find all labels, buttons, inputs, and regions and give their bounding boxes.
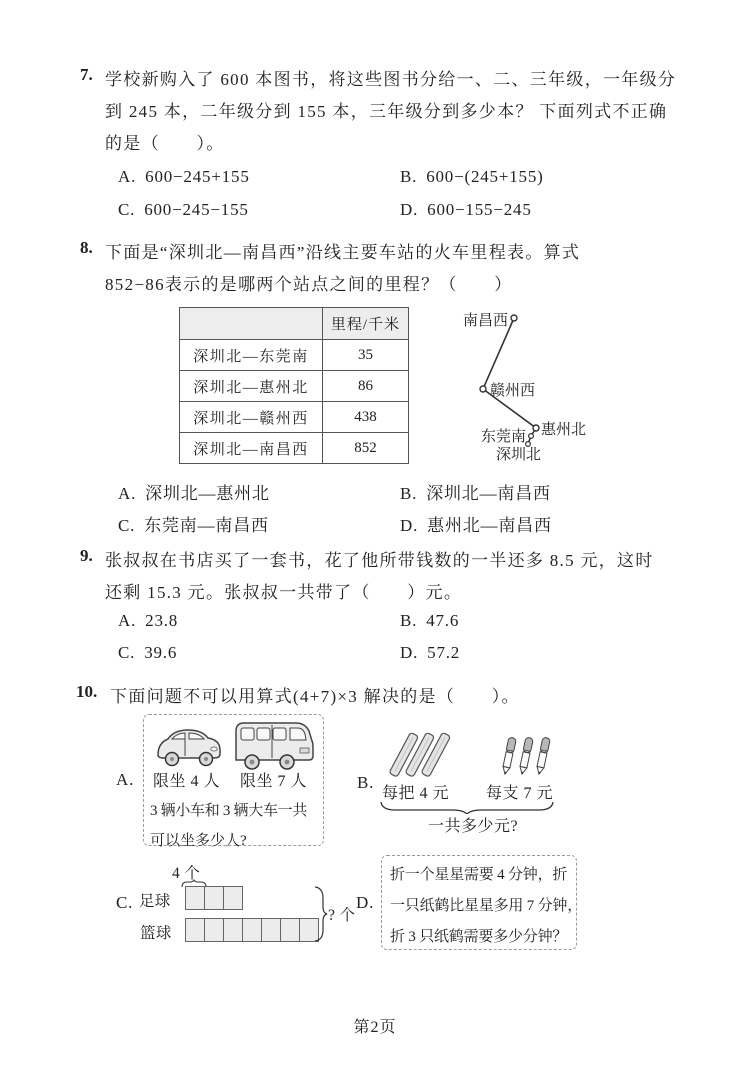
q10-option-c-label: C. xyxy=(116,893,134,912)
right-brace xyxy=(313,885,328,943)
mileage-row-2 xyxy=(180,371,409,402)
station-dot-dongguannan xyxy=(529,434,534,439)
car-capacity-caption: 限坐 4 人 xyxy=(153,773,221,790)
km-cell: 35 xyxy=(323,340,409,371)
q8-option-a-label: A. xyxy=(118,484,137,503)
mileage-header-empty xyxy=(180,308,323,340)
q8-option-a xyxy=(118,479,270,504)
q9-option-c-label: C. xyxy=(118,643,136,662)
q7-line-3: 的是（ ）。 xyxy=(105,134,225,153)
basketball-label: 篮球 xyxy=(140,925,172,942)
route-cell: 深圳北—南昌西 xyxy=(180,433,323,464)
mileage-table xyxy=(179,307,409,464)
q9-number: 9. xyxy=(80,546,93,565)
q7-option-c xyxy=(118,200,249,220)
ruler-icons xyxy=(383,727,461,779)
q8-option-b xyxy=(400,479,551,504)
bar-box xyxy=(261,918,281,942)
q7-option-b-label: B. xyxy=(400,167,418,186)
q7-line-2: 到 245 本，二年级分到 155 本，三年级分到多少本？ 下面列式不正确 xyxy=(105,102,668,121)
q8-option-c-label: C. xyxy=(118,516,136,535)
q7-option-a xyxy=(118,167,250,187)
q8-option-c-text: 东莞南—南昌西 xyxy=(144,516,269,535)
q9-option-a xyxy=(118,611,178,631)
q7-option-a-text: 600−245+155 xyxy=(145,167,250,186)
route-cell: 深圳北—赣州西 xyxy=(180,402,323,433)
football-bar xyxy=(185,886,243,910)
mileage-row-4 xyxy=(180,433,409,464)
q8-option-c xyxy=(118,511,269,536)
q8-line-1: 下面是“深圳北—南昌西”沿线主要车站的火车里程表。算式 xyxy=(105,243,581,262)
q7-option-a-label: A. xyxy=(118,167,137,186)
van-capacity-caption: 限坐 7 人 xyxy=(240,773,308,790)
station-dot-huizhoubei xyxy=(533,425,539,431)
q10-option-d-line-1: 折一个星星需要 4 分钟，折 xyxy=(390,867,568,883)
bar-box xyxy=(280,918,300,942)
q9-option-c xyxy=(118,643,177,663)
page-footer: 第2页 xyxy=(353,1019,397,1036)
q7-option-c-text: 600−245−155 xyxy=(144,200,249,219)
station-label-dongguannan: 东莞南 xyxy=(480,429,526,445)
q10-option-d-box xyxy=(381,855,583,950)
q7-option-d-label: D. xyxy=(400,200,419,219)
q8-option-b-text: 深圳北—南昌西 xyxy=(426,484,551,503)
station-label-huizhoubei: 惠州北 xyxy=(541,422,587,438)
q9-option-d-text: 57.2 xyxy=(427,643,461,662)
q7-option-b xyxy=(400,167,544,187)
station-dot-ganzhouxi xyxy=(480,386,486,392)
railway-route-diagram xyxy=(440,302,615,467)
q9-line-1: 张叔叔在书店买了一套书，花了他所带钱数的一半还多 8.5 元，这时 xyxy=(105,551,654,570)
q10-option-b-question: 一共多少元? xyxy=(428,818,519,835)
q8-number: 8. xyxy=(80,238,93,257)
car-icon xyxy=(152,723,226,769)
q8-option-d-text: 惠州北—南昌西 xyxy=(427,516,552,535)
bar-box xyxy=(223,886,243,910)
station-label-shenzhenbei: 深圳北 xyxy=(496,447,542,463)
basketball-bar xyxy=(185,918,319,942)
q9-option-b-label: B. xyxy=(400,611,418,630)
q7-option-d xyxy=(400,200,532,220)
q8-line-2: 852−86表示的是哪两个站点之间的里程？（ ） xyxy=(105,275,513,294)
bar-box xyxy=(204,886,224,910)
q7-option-b-text: 600−(245+155) xyxy=(426,167,544,186)
q10-stem: 下面问题不可以用算式(4+7)×3 解决的是（ ）。 xyxy=(110,687,520,706)
q7-option-c-label: C. xyxy=(118,200,136,219)
q9-option-d xyxy=(400,643,460,663)
count-label: 4 个 xyxy=(172,865,201,882)
q9-option-b-text: 47.6 xyxy=(426,611,460,630)
q7-line-1: 学校新购入了 600 本图书，将这些图书分给一、二、三年级，一年级分 xyxy=(105,70,677,89)
q10-option-a-box xyxy=(143,714,324,849)
q9-option-b xyxy=(400,611,459,631)
q9-option-a-label: A. xyxy=(118,611,137,630)
football-label: 足球 xyxy=(139,893,171,910)
km-cell: 86 xyxy=(323,371,409,402)
km-cell: 438 xyxy=(323,402,409,433)
q10-number: 10. xyxy=(76,682,98,701)
bar-box xyxy=(204,918,224,942)
q10-option-d-line-3: 折 3 只纸鹤需要多少分钟？ xyxy=(390,929,568,945)
mileage-table-header-row xyxy=(180,308,409,340)
q10-option-c-question: ? 个 xyxy=(328,907,356,924)
bar-box xyxy=(185,886,205,910)
mileage-row-1 xyxy=(180,340,409,371)
q8-option-b-label: B. xyxy=(400,484,418,503)
station-label-nanchangxi: 南昌西 xyxy=(462,313,508,329)
q9-option-c-text: 39.6 xyxy=(144,643,178,662)
q10-option-a-line-2: 可以坐多少人? xyxy=(150,833,247,849)
q9-option-d-label: D. xyxy=(400,643,419,662)
q9-option-a-text: 23.8 xyxy=(145,611,179,630)
bar-box xyxy=(242,918,262,942)
q10-option-b-label: B. xyxy=(357,773,375,792)
q8-option-d xyxy=(400,511,552,536)
q10-option-d-label: D. xyxy=(356,893,375,912)
pen-price-caption: 每支 7 元 xyxy=(486,785,554,802)
bar-box xyxy=(223,918,243,942)
route-cell: 深圳北—惠州北 xyxy=(180,371,323,402)
station-label-ganzhouxi: 赣州西 xyxy=(490,383,536,399)
q10-option-a-label: A. xyxy=(116,770,135,789)
ruler-price-caption: 每把 4 元 xyxy=(382,785,450,802)
route-cell: 深圳北—东莞南 xyxy=(180,340,323,371)
q7-option-d-text: 600−155−245 xyxy=(427,200,532,219)
q7-number: 7. xyxy=(80,65,93,84)
station-dot-shenzhenbei xyxy=(526,442,531,447)
km-cell: 852 xyxy=(323,433,409,464)
q10-option-a-line-1: 3 辆小车和 3 辆大车一共 xyxy=(150,803,308,819)
station-dot-nanchangxi xyxy=(511,315,517,321)
pen-icons xyxy=(498,730,556,778)
q9-line-2: 还剩 15.3 元。张叔叔一共带了（ ）元。 xyxy=(105,583,463,602)
mileage-row-3 xyxy=(180,402,409,433)
mileage-header-km: 里程/千米 xyxy=(323,308,409,340)
van-icon xyxy=(232,717,316,773)
q8-option-d-label: D. xyxy=(400,516,419,535)
bar-box xyxy=(185,918,205,942)
q10-option-d-line-2: 一只纸鹤比星星多用 7 分钟， xyxy=(390,898,583,914)
q8-option-a-text: 深圳北—惠州北 xyxy=(145,484,270,503)
